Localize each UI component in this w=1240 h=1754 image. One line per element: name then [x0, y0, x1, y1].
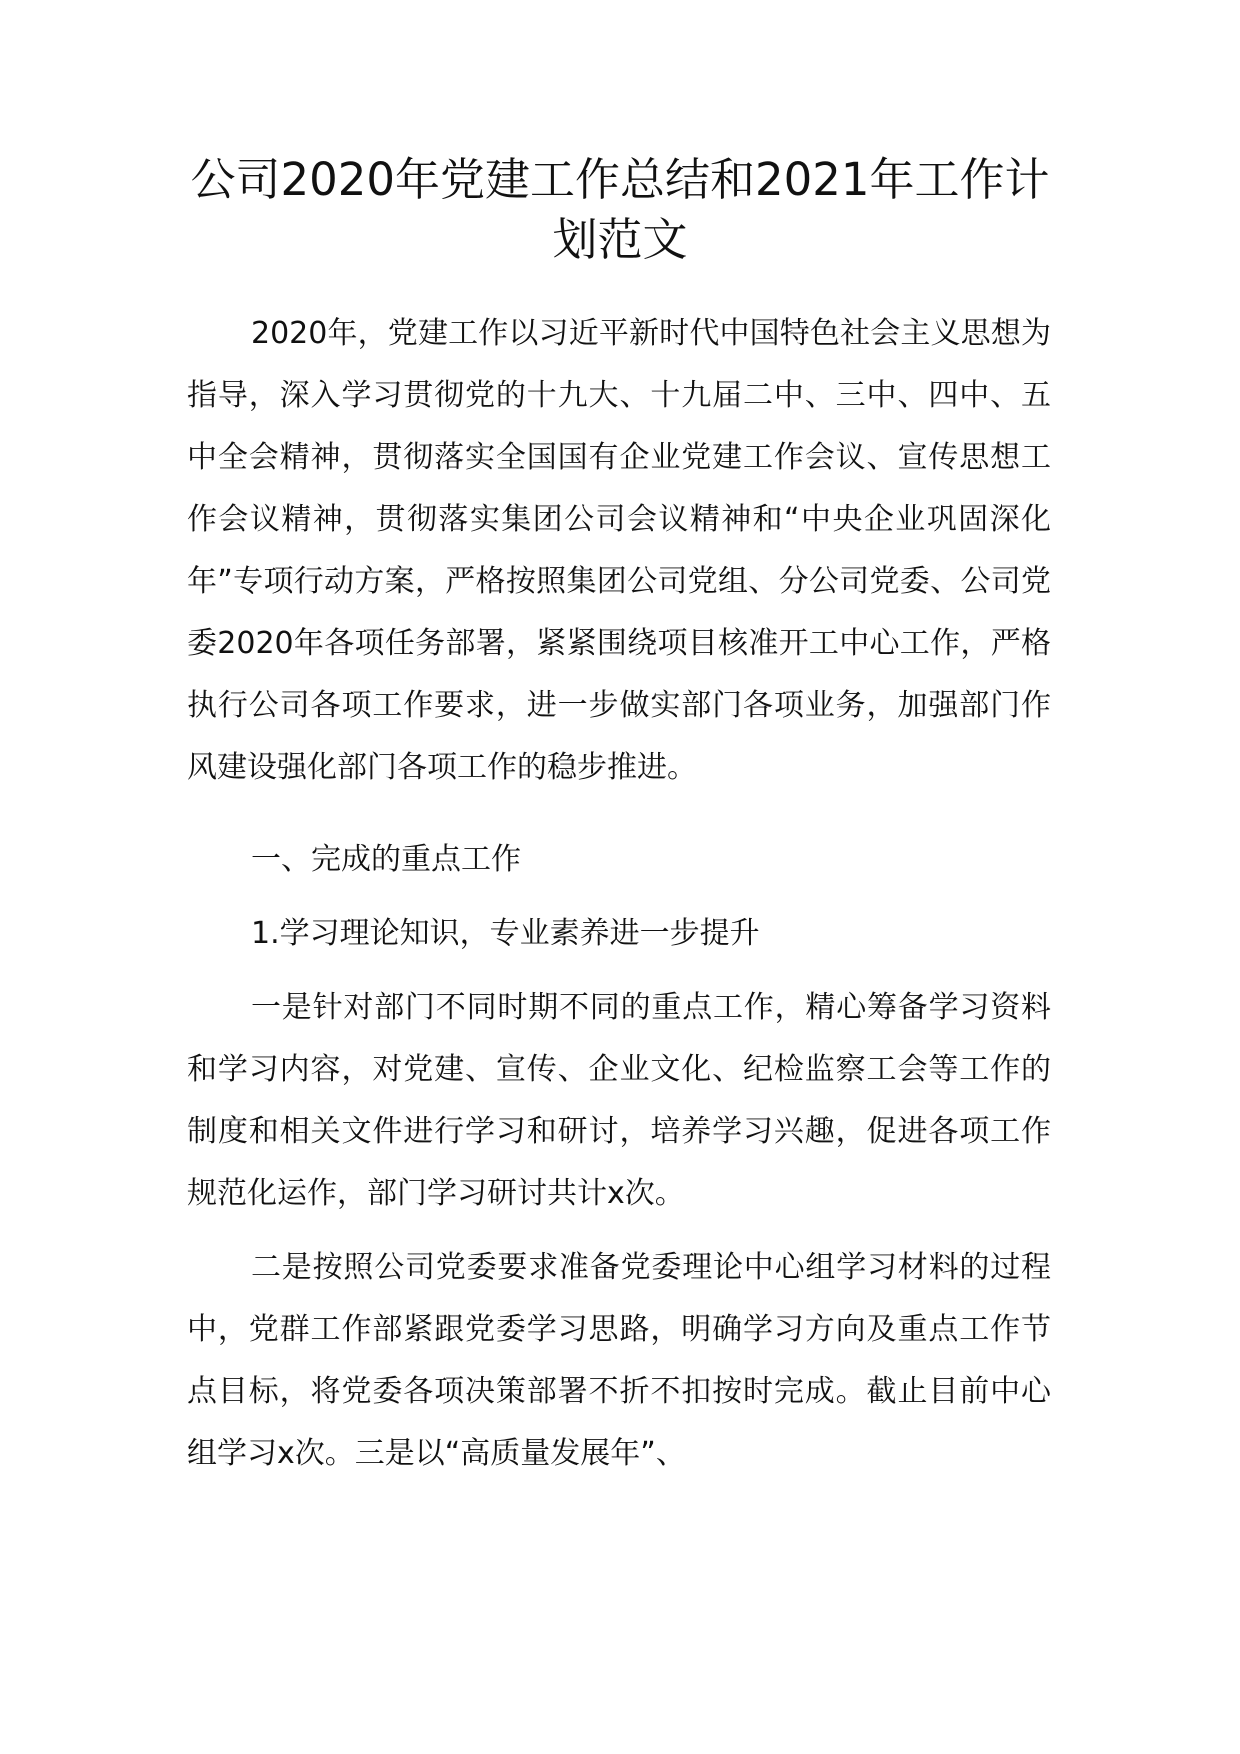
section-heading: 一、完成的重点工作: [251, 842, 521, 877]
body-paragraph-2: 二是按照公司党委要求准备党委理论中心组学习材料的过程中，党群工作部紧跟党委学习思路，明确学习方向及重点工作节点目标，将党委各项决策部署不折不扣按时完成。截止目前中心组学习x次。三是以“高质量发展年”、: [187, 1250, 1051, 1471]
body-paragraph-1: 一是针对部门不同时期不同的重点工作，精心筹备学习资料和学习内容，对党建、宣传、企业文化、纪检监察工会等工作的制度和相关文件进行学习和研讨，培养学习兴趣，促进各项工作规范化运作，部门学习研讨共计x次。: [187, 990, 1051, 1211]
document-title: 公司2020年党建工作总结和2021年工作计划范文: [190, 153, 1050, 266]
document-body: [187, 303, 1051, 1485]
intro-paragraph: 2020年，党建工作以习近平新时代中国特色社会主义思想为指导，深入学习贯彻党的十九大、十九届二中、三中、四中、五中全会精神，贯彻落实全国国有企业党建工作会议、宣传思想工作会议精神，贯彻落实集团公司会议精神和“中央企业巩固深化年”专项行动方案，严格按照集团公司党组、分公司党委、公司党委2020年各项任务部署，紧紧围绕项目核准开工中心工作，严格执行公司各项工作要求，进一步做实部门各项业务，加强部门作风建设强化部门各项工作的稳步推进。: [187, 316, 1051, 785]
subsection-heading: 1.学习理论知识，专业素养进一步提升: [251, 916, 760, 951]
